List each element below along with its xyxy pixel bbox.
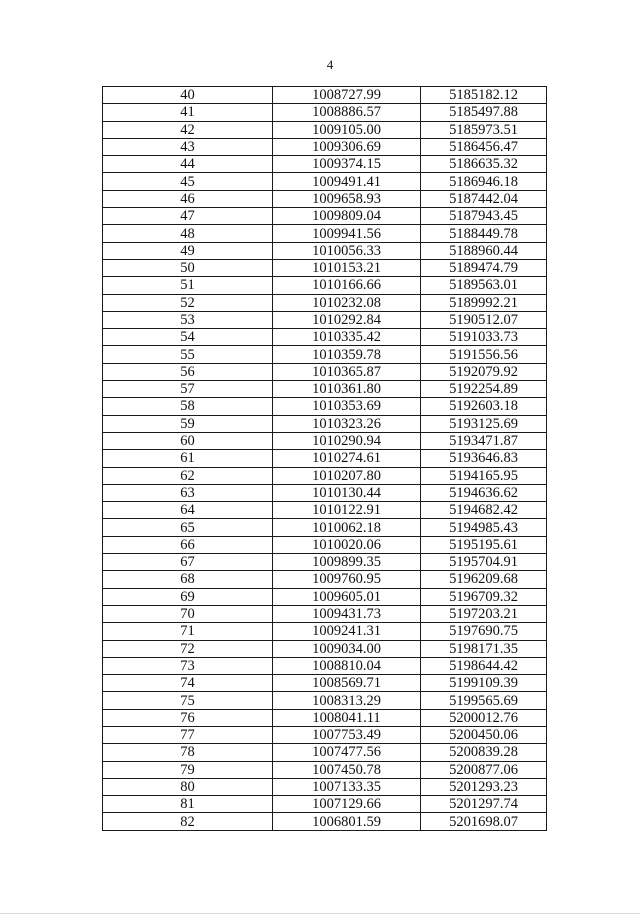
table-row xyxy=(103,190,547,207)
point-number-cell: 45 xyxy=(103,173,273,190)
point-number-cell: 79 xyxy=(103,761,273,778)
table-row xyxy=(103,346,547,363)
y-coordinate-cell: 5194165.95 xyxy=(421,467,547,484)
point-number-cell: 44 xyxy=(103,156,273,173)
table-row xyxy=(103,571,547,588)
x-coordinate-cell: 1010335.42 xyxy=(273,329,421,346)
table-row xyxy=(103,156,547,173)
y-coordinate-cell: 5194636.62 xyxy=(421,484,547,501)
x-coordinate-cell: 1009760.95 xyxy=(273,571,421,588)
table-row xyxy=(103,173,547,190)
x-coordinate-cell: 1009809.04 xyxy=(273,208,421,225)
y-coordinate-cell: 5200450.06 xyxy=(421,726,547,743)
y-coordinate-cell: 5188960.44 xyxy=(421,242,547,259)
x-coordinate-cell: 1007477.56 xyxy=(273,744,421,761)
x-coordinate-cell: 1008041.11 xyxy=(273,709,421,726)
x-coordinate-cell: 1009306.69 xyxy=(273,138,421,155)
x-coordinate-cell: 1006801.59 xyxy=(273,813,421,830)
x-coordinate-cell: 1008727.99 xyxy=(273,87,421,104)
x-coordinate-cell: 1007129.66 xyxy=(273,796,421,813)
point-number-cell: 70 xyxy=(103,605,273,622)
y-coordinate-cell: 5185497.88 xyxy=(421,104,547,121)
table-row xyxy=(103,242,547,259)
table-row xyxy=(103,657,547,674)
y-coordinate-cell: 5189992.21 xyxy=(421,294,547,311)
point-number-cell: 47 xyxy=(103,208,273,225)
x-coordinate-cell: 1008313.29 xyxy=(273,692,421,709)
table-row xyxy=(103,675,547,692)
y-coordinate-cell: 5192254.89 xyxy=(421,381,547,398)
x-coordinate-cell: 1010353.69 xyxy=(273,398,421,415)
table-row xyxy=(103,467,547,484)
table-row xyxy=(103,398,547,415)
x-coordinate-cell: 1008569.71 xyxy=(273,675,421,692)
point-number-cell: 73 xyxy=(103,657,273,674)
table-row xyxy=(103,277,547,294)
y-coordinate-cell: 5198171.35 xyxy=(421,640,547,657)
table-row xyxy=(103,311,547,328)
coordinates-table xyxy=(102,86,547,831)
coordinates-table-body xyxy=(103,87,547,831)
y-coordinate-cell: 5191556.56 xyxy=(421,346,547,363)
point-number-cell: 75 xyxy=(103,692,273,709)
point-number-cell: 48 xyxy=(103,225,273,242)
table-row xyxy=(103,329,547,346)
table-row xyxy=(103,87,547,104)
point-number-cell: 71 xyxy=(103,623,273,640)
table-row xyxy=(103,294,547,311)
x-coordinate-cell: 1010290.94 xyxy=(273,432,421,449)
point-number-cell: 69 xyxy=(103,588,273,605)
x-coordinate-cell: 1009941.56 xyxy=(273,225,421,242)
y-coordinate-cell: 5193646.83 xyxy=(421,450,547,467)
y-coordinate-cell: 5186456.47 xyxy=(421,138,547,155)
y-coordinate-cell: 5186946.18 xyxy=(421,173,547,190)
point-number-cell: 66 xyxy=(103,536,273,553)
x-coordinate-cell: 1009105.00 xyxy=(273,121,421,138)
table-row xyxy=(103,692,547,709)
y-coordinate-cell: 5201698.07 xyxy=(421,813,547,830)
y-coordinate-cell: 5197690.75 xyxy=(421,623,547,640)
table-row xyxy=(103,554,547,571)
y-coordinate-cell: 5194682.42 xyxy=(421,502,547,519)
x-coordinate-cell: 1010232.08 xyxy=(273,294,421,311)
x-coordinate-cell: 1010130.44 xyxy=(273,484,421,501)
x-coordinate-cell: 1009241.31 xyxy=(273,623,421,640)
point-number-cell: 59 xyxy=(103,415,273,432)
x-coordinate-cell: 1009899.35 xyxy=(273,554,421,571)
y-coordinate-cell: 5185973.51 xyxy=(421,121,547,138)
table-row xyxy=(103,432,547,449)
x-coordinate-cell: 1010292.84 xyxy=(273,311,421,328)
point-number-cell: 54 xyxy=(103,329,273,346)
x-coordinate-cell: 1010062.18 xyxy=(273,519,421,536)
point-number-cell: 80 xyxy=(103,778,273,795)
x-coordinate-cell: 1010122.91 xyxy=(273,502,421,519)
y-coordinate-cell: 5200877.06 xyxy=(421,761,547,778)
y-coordinate-cell: 5193125.69 xyxy=(421,415,547,432)
x-coordinate-cell: 1008810.04 xyxy=(273,657,421,674)
point-number-cell: 62 xyxy=(103,467,273,484)
x-coordinate-cell: 1009034.00 xyxy=(273,640,421,657)
y-coordinate-cell: 5195195.61 xyxy=(421,536,547,553)
x-coordinate-cell: 1010020.06 xyxy=(273,536,421,553)
point-number-cell: 81 xyxy=(103,796,273,813)
y-coordinate-cell: 5193471.87 xyxy=(421,432,547,449)
point-number-cell: 72 xyxy=(103,640,273,657)
y-coordinate-cell: 5186635.32 xyxy=(421,156,547,173)
table-row xyxy=(103,381,547,398)
y-coordinate-cell: 5185182.12 xyxy=(421,87,547,104)
point-number-cell: 82 xyxy=(103,813,273,830)
point-number-cell: 64 xyxy=(103,502,273,519)
table-row xyxy=(103,450,547,467)
table-row xyxy=(103,415,547,432)
point-number-cell: 74 xyxy=(103,675,273,692)
point-number-cell: 68 xyxy=(103,571,273,588)
y-coordinate-cell: 5187442.04 xyxy=(421,190,547,207)
point-number-cell: 77 xyxy=(103,726,273,743)
point-number-cell: 41 xyxy=(103,104,273,121)
table-row xyxy=(103,208,547,225)
point-number-cell: 42 xyxy=(103,121,273,138)
x-coordinate-cell: 1010274.61 xyxy=(273,450,421,467)
table-row xyxy=(103,138,547,155)
y-coordinate-cell: 5192079.92 xyxy=(421,363,547,380)
table-row xyxy=(103,225,547,242)
point-number-cell: 46 xyxy=(103,190,273,207)
y-coordinate-cell: 5200012.76 xyxy=(421,709,547,726)
x-coordinate-cell: 1007753.49 xyxy=(273,726,421,743)
point-number-cell: 60 xyxy=(103,432,273,449)
table-row xyxy=(103,363,547,380)
table-row xyxy=(103,813,547,830)
point-number-cell: 43 xyxy=(103,138,273,155)
table-row xyxy=(103,519,547,536)
scan-edge-line xyxy=(0,913,640,914)
table-row xyxy=(103,640,547,657)
y-coordinate-cell: 5194985.43 xyxy=(421,519,547,536)
point-number-cell: 76 xyxy=(103,709,273,726)
point-number-cell: 57 xyxy=(103,381,273,398)
point-number-cell: 63 xyxy=(103,484,273,501)
y-coordinate-cell: 5189563.01 xyxy=(421,277,547,294)
x-coordinate-cell: 1009605.01 xyxy=(273,588,421,605)
y-coordinate-cell: 5201297.74 xyxy=(421,796,547,813)
point-number-cell: 50 xyxy=(103,259,273,276)
point-number-cell: 56 xyxy=(103,363,273,380)
table-row xyxy=(103,778,547,795)
point-number-cell: 65 xyxy=(103,519,273,536)
x-coordinate-cell: 1007133.35 xyxy=(273,778,421,795)
x-coordinate-cell: 1009658.93 xyxy=(273,190,421,207)
x-coordinate-cell: 1010153.21 xyxy=(273,259,421,276)
y-coordinate-cell: 5188449.78 xyxy=(421,225,547,242)
point-number-cell: 52 xyxy=(103,294,273,311)
x-coordinate-cell: 1010365.87 xyxy=(273,363,421,380)
x-coordinate-cell: 1010359.78 xyxy=(273,346,421,363)
x-coordinate-cell: 1009491.41 xyxy=(273,173,421,190)
point-number-cell: 53 xyxy=(103,311,273,328)
y-coordinate-cell: 5191033.73 xyxy=(421,329,547,346)
y-coordinate-cell: 5192603.18 xyxy=(421,398,547,415)
y-coordinate-cell: 5200839.28 xyxy=(421,744,547,761)
point-number-cell: 55 xyxy=(103,346,273,363)
point-number-cell: 40 xyxy=(103,87,273,104)
x-coordinate-cell: 1007450.78 xyxy=(273,761,421,778)
x-coordinate-cell: 1008886.57 xyxy=(273,104,421,121)
table-row xyxy=(103,536,547,553)
table-row xyxy=(103,588,547,605)
x-coordinate-cell: 1010056.33 xyxy=(273,242,421,259)
table-row xyxy=(103,502,547,519)
page-number: 4 xyxy=(326,57,334,72)
y-coordinate-cell: 5187943.45 xyxy=(421,208,547,225)
table-row xyxy=(103,709,547,726)
point-number-cell: 67 xyxy=(103,554,273,571)
table-row xyxy=(103,796,547,813)
table-row xyxy=(103,744,547,761)
y-coordinate-cell: 5199109.39 xyxy=(421,675,547,692)
x-coordinate-cell: 1009431.73 xyxy=(273,605,421,622)
y-coordinate-cell: 5198644.42 xyxy=(421,657,547,674)
table-row xyxy=(103,726,547,743)
y-coordinate-cell: 5201293.23 xyxy=(421,778,547,795)
table-row xyxy=(103,623,547,640)
point-number-cell: 58 xyxy=(103,398,273,415)
x-coordinate-cell: 1010207.80 xyxy=(273,467,421,484)
y-coordinate-cell: 5199565.69 xyxy=(421,692,547,709)
y-coordinate-cell: 5195704.91 xyxy=(421,554,547,571)
y-coordinate-cell: 5196209.68 xyxy=(421,571,547,588)
point-number-cell: 78 xyxy=(103,744,273,761)
x-coordinate-cell: 1009374.15 xyxy=(273,156,421,173)
table-row xyxy=(103,484,547,501)
table-row xyxy=(103,104,547,121)
y-coordinate-cell: 5197203.21 xyxy=(421,605,547,622)
x-coordinate-cell: 1010166.66 xyxy=(273,277,421,294)
table-row xyxy=(103,259,547,276)
x-coordinate-cell: 1010361.80 xyxy=(273,381,421,398)
point-number-cell: 51 xyxy=(103,277,273,294)
x-coordinate-cell: 1010323.26 xyxy=(273,415,421,432)
table-row xyxy=(103,761,547,778)
y-coordinate-cell: 5189474.79 xyxy=(421,259,547,276)
table-row xyxy=(103,605,547,622)
table-row xyxy=(103,121,547,138)
point-number-cell: 61 xyxy=(103,450,273,467)
y-coordinate-cell: 5196709.32 xyxy=(421,588,547,605)
y-coordinate-cell: 5190512.07 xyxy=(421,311,547,328)
point-number-cell: 49 xyxy=(103,242,273,259)
